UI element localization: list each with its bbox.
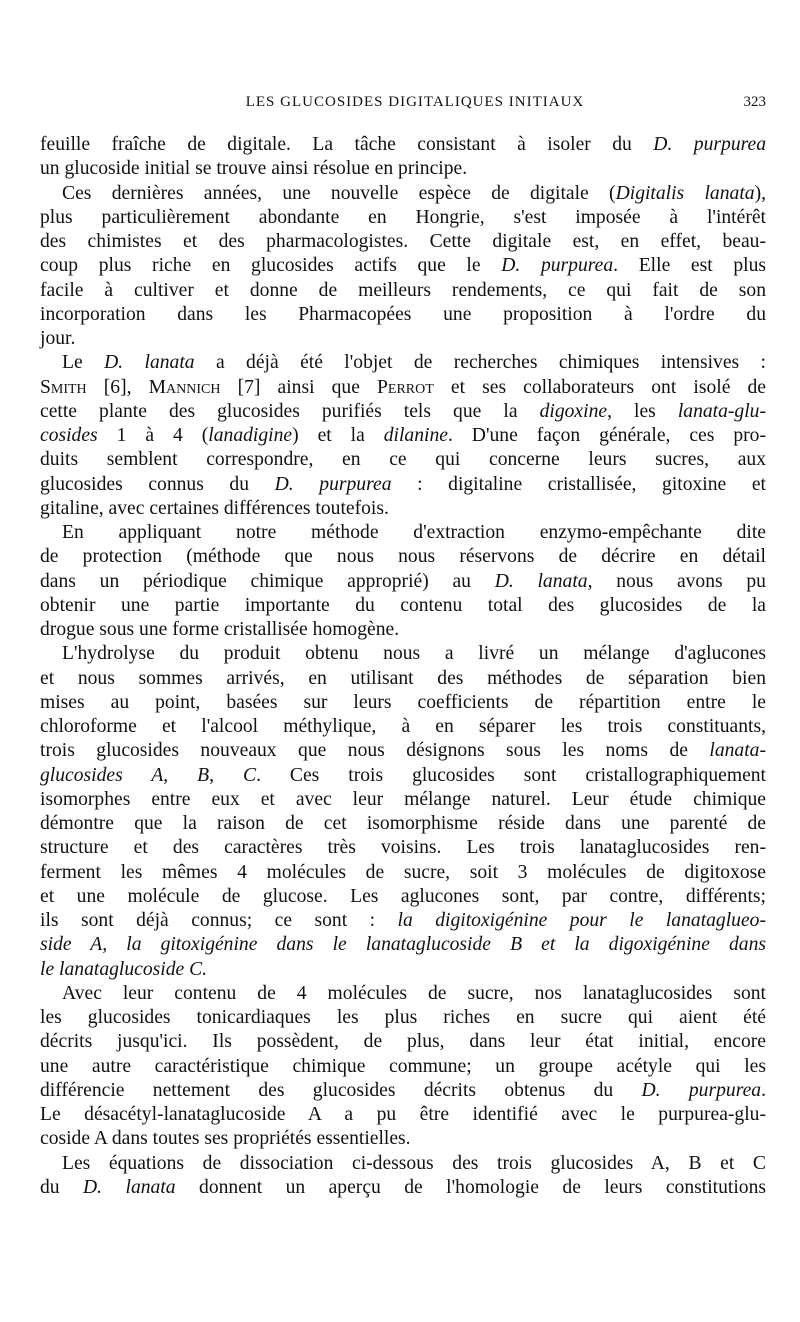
text-segment: Le désacétyl-lanataglucoside A a pu être identifié avec le purpurea-glu- [40,1104,766,1125]
text-line [40,157,766,181]
text-segment: ), [754,182,766,204]
text-segment: coup plus riche en glucosides actifs que le [40,255,502,277]
text-line [40,667,766,691]
text-line [40,497,766,521]
text-line [40,618,766,642]
text-segment: Digitalis lanata [615,182,755,204]
text-segment: les glucosides tonicardiaques les plus riches en sucre qui aient été [40,1007,766,1028]
text-segment: . Elle est plus [613,255,767,277]
text-segment: gitaline, avec certaines différences toutefois. [40,497,389,519]
text-segment: . Ces trois glucosides sont cristallographiquement [256,764,767,786]
text-segment: plus particulièrement abondante en Hongrie, s'est imposée à l'intérêt [40,206,766,228]
text-segment: lanata-glu- [677,400,766,422]
text-line [40,230,766,254]
text-segment: une autre caractéristique chimique commune; un groupe acétyle qui les [40,1055,766,1077]
text-segment: , [209,764,243,786]
text-segment: side A, la gitoxigénine dans le lanataglucoside B et la digoxigénine dans [40,934,766,956]
text-segment: drogue sous une forme cristallisée homogène. [40,619,400,640]
text-line [40,327,766,351]
text-line [40,376,766,400]
text-line [40,691,766,715]
text-line [40,764,766,788]
text-line [40,279,766,303]
text-segment: [7] ainsi que [220,376,378,398]
body-text [40,133,766,1200]
text-segment: du [40,1176,84,1198]
running-title: LES GLUCOSIDES DIGITALIQUES INITIAUX [245,94,585,110]
text-segment: facile à cultiver et donne de meilleurs rendements, ce qui fait de son [40,279,766,301]
text-segment: D. lanata [104,352,195,374]
text-segment: structure et des caractères très voisins. Les trois lanataglucosides ren- [40,837,766,859]
text-line [40,958,766,982]
text-segment: Smith [40,376,87,398]
text-segment: ferment les mêmes 4 molécules de sucre, soit 3 molécules de digitoxose [40,861,766,883]
text-segment: Ces dernières années, une nouvelle espèce de digitale ( [62,182,616,204]
text-line [40,715,766,739]
text-segment: donnent un aperçu de l'homologie de leurs constitutions [175,1176,766,1198]
text-line [40,861,766,885]
text-segment: cosides [40,425,98,446]
text-line [40,788,766,812]
text-segment: , [163,764,198,786]
text-line [40,545,766,569]
text-line [40,642,766,666]
text-segment: ils sont déjà connus; ce sont : [40,910,398,931]
text-line [40,982,766,1006]
text-segment: différencie nettement des glucosides décrits obtenus du [40,1079,642,1101]
text-segment: glucosides connus du [40,473,275,495]
text-segment: Perrot [377,376,434,398]
text-segment: [6], [86,376,149,398]
text-segment: Le [62,352,105,374]
text-segment: la digitoxigénine pour le lanataglueo- [397,910,766,931]
text-segment: ) et la [292,425,384,446]
page-number: 323 [743,94,766,110]
text-segment: et nous sommes arrivés, en utilisant des méthodes de séparation bien [40,667,766,689]
text-segment: mises au point, basées sur leurs coefficients de répartition entre le [40,691,766,713]
text-line [40,206,766,230]
text-segment: cette plante des glucosides purifiés tels que la [40,400,540,422]
text-segment: , nous avons pu [587,570,766,592]
text-segment: dilanine [383,425,448,446]
text-line [40,133,766,157]
text-line [40,1176,766,1200]
text-segment: , les [607,400,678,422]
text-segment: démontre que la raison de cet isomorphisme réside dans une parenté de [40,813,766,834]
text-line [40,812,766,836]
text-segment: et une molécule de glucose. Les aglucones sont, par contre, différents; [40,885,766,907]
text-line [40,521,766,545]
text-segment: a déjà été l'objet de recherches chimiques intensives : [194,352,766,374]
text-line [40,570,766,594]
text-segment: D. lanata [83,1176,176,1198]
text-segment: digoxine [539,400,608,422]
text-line [40,351,766,375]
text-segment: feuille fraîche de digitale. La tâche consistant à isoler du [40,134,654,155]
text-segment: Les équations de dissociation ci-dessous des trois glucosides A, B et C [62,1152,766,1174]
text-segment: . D'une façon générale, ces pro- [447,425,766,446]
text-segment: coside A dans toutes ses propriétés essentielles. [40,1128,411,1150]
text-segment: chloroforme et l'alcool méthylique, à en séparer les trois constituants, [40,716,766,737]
text-segment: trois glucosides nouveaux que nous désignons sous les noms de [40,740,710,762]
text-segment: D. lanata [494,570,588,592]
text-line [40,594,766,618]
text-line [40,909,766,933]
text-segment: incorporation dans les Pharmacopées une proposition à l'ordre du [40,303,766,325]
text-segment: D. purpurea [653,134,767,155]
text-segment: décrits jusqu'ici. Ils possèdent, de plus, dans leur état initial, encore [40,1031,766,1053]
text-segment: un glucoside initial se trouve ainsi résolue en principe. [40,158,468,180]
text-segment: glucosides A [40,764,164,786]
text-segment: C [242,764,257,786]
text-line [40,424,766,448]
text-line [40,1079,766,1103]
text-segment: D. purpurea [501,255,614,277]
text-line [40,303,766,327]
text-segment: D. purpurea [641,1079,762,1101]
text-segment: B [197,764,210,786]
text-segment: le lanataglucoside C. [40,958,208,980]
text-segment: obtenir une partie importante du contenu total des glucosides de la [40,594,766,616]
text-segment: des chimistes et des pharmacologistes. Cette digitale est, en effet, beau- [40,231,766,252]
text-segment: . [761,1079,766,1101]
text-segment: En appliquant notre méthode d'extraction enzymo-empêchante dite [62,522,766,543]
text-segment: Avec leur contenu de 4 molécules de sucre, nos lanataglucosides sont [62,982,766,1004]
text-line [40,1127,766,1151]
text-line [40,448,766,472]
text-segment: dans un périodique chimique approprié) au [40,570,495,592]
text-line [40,1103,766,1127]
text-line [40,400,766,424]
text-segment: D. purpurea [274,473,392,495]
text-line [40,1152,766,1176]
text-line [40,885,766,909]
running-header [40,94,766,118]
text-line [40,254,766,278]
text-line [40,933,766,957]
text-line [40,1055,766,1079]
text-segment: Mannich [148,376,221,398]
text-line [40,739,766,763]
text-line [40,182,766,206]
text-segment: jour. [40,328,76,349]
text-segment: 1 à 4 ( [97,425,209,446]
text-line [40,836,766,860]
text-line [40,1030,766,1054]
text-segment: lanadigine [208,425,293,446]
text-segment: L'hydrolyse du produit obtenu nous a livré un mélange d'aglucones [62,643,766,665]
text-segment: isomorphes entre eux et avec leur mélange naturel. Leur étude chimique [40,788,766,810]
text-segment: duits semblent correspondre, en ce qui concerne leurs sucres, aux [40,449,766,471]
text-segment: lanata- [709,740,766,762]
text-segment: et ses collaborateurs ont isolé de [433,376,766,398]
text-segment: : digitaline cristallisée, gitoxine et [391,473,766,495]
text-line [40,473,766,497]
text-segment: de protection (méthode que nous nous réservons de décrire en détail [40,546,766,568]
text-line [40,1006,766,1030]
